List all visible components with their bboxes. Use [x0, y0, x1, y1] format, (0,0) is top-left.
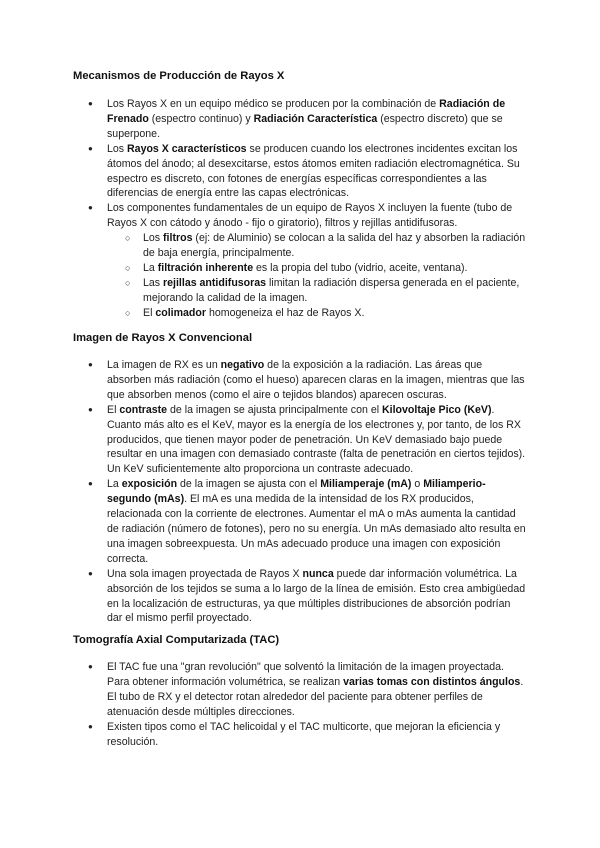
bold-term: filtración inherente	[157, 261, 254, 274]
text-run: Los	[143, 232, 164, 245]
text-run: El TAC fue una "gran revolución" que solventó la limitación de la imagen proyectada. Para obtener información volumétrica, se realizan	[107, 661, 504, 688]
list-item	[88, 142, 528, 202]
sub-list-item	[125, 261, 528, 276]
text-run: Los componentes fundamentales de un equipo de Rayos X incluyen la fuente (tubo de Rayos X con cátodo y ánodo - fijo o giratorio), filtros y rejillas antidifusoras.	[107, 202, 513, 230]
text-run: El	[107, 403, 120, 416]
text-run: . El mA es una medida de la intensidad de los RX producidos, relacionada con la corriente de electrones. Aumentar el mA o mAs aumenta la cantidad de radiación (número de fotones), pero no su energía. Un mAs demasiado alto resulta en una imagen sobreexpuesta. Un mAs adecuado produce una imagen con exposición correcta.	[107, 493, 526, 565]
section-list-tac	[88, 660, 528, 749]
list-item	[88, 477, 528, 566]
text-run: Los	[107, 142, 128, 155]
bold-term: rejillas antidifusoras	[163, 276, 267, 289]
bold-term: varias tomas con distintos ángulos	[343, 675, 521, 688]
text-run: Los Rayos X en un equipo médico se producen por la combinación de	[107, 98, 440, 110]
list-item-text	[107, 202, 512, 229]
bold-term: filtros	[163, 232, 193, 245]
section-title-tac: Tomografía Axial Computarizada (TAC)	[73, 634, 280, 646]
list-item	[88, 358, 528, 403]
sub-list-item	[125, 276, 528, 306]
sub-list-item	[125, 231, 528, 261]
list-item	[88, 403, 528, 478]
sub-list-item	[125, 306, 528, 321]
list-item	[88, 201, 528, 320]
list-item	[88, 567, 528, 627]
bold-term: contraste	[119, 403, 168, 416]
text-run: de la imagen se ajusta principalmente con el	[167, 403, 383, 416]
bold-term: Rayos X característicos	[127, 142, 247, 155]
text-run: homogeneiza el haz de Rayos X.	[206, 306, 365, 319]
text-run: limitan la radiación dispersa generada en el paciente, mejorando la calidad de la imagen.	[143, 276, 520, 304]
text-run: Existen tipos como el TAC helicoidal y el TAC multicorte, que mejoran la eficiencia y resolución.	[107, 720, 501, 748]
text-run: es la propia del tubo (vidrio, aceite, ventana).	[253, 261, 468, 274]
sub-list-componentes	[107, 231, 528, 320]
bold-term: exposición	[121, 478, 178, 491]
text-run: La	[143, 261, 158, 274]
text-run: . El tubo de RX y el detector rotan alrededor del paciente para obtener perfiles de atenuación desde múltiples direcciones.	[107, 675, 524, 718]
text-run: (espectro discreto) que se superpone.	[107, 112, 503, 140]
bold-term: colimador	[155, 306, 207, 319]
text-run: (espectro continuo) y	[148, 112, 254, 125]
text-run: puede dar información volumétrica. La absorción de los tejidos se suma a lo largo de la línea de emisión. Esto crea ambigüedad en la localización de estructuras, ya que múltiples distribuciones de absorción podrían dar el mismo perfil proyectado.	[107, 567, 526, 625]
section-list-mecanismos	[88, 97, 528, 321]
text-run: se producen cuando los electrones incidentes excitan los átomos del ánodo; al desexcitarse, estos átomos emiten radiación electromagnética. Su espectro es discreto, con fotones de energías específicas correspondientes a las diferencias de energía entre las capas electrónicas.	[107, 142, 520, 200]
bold-term: nunca	[302, 567, 334, 580]
text-run: de la imagen se ajusta con el	[177, 478, 321, 491]
text-run: Una sola imagen proyectada de Rayos X	[107, 567, 303, 580]
bold-term: Kilovoltaje Pico (KeV)	[382, 403, 492, 416]
text-run: . Cuanto más alto es el KeV, mayor es la energía de los electrones y, por tanto, de los RX producidos, que tienen mayor poder de penetración. Un KeV demasiado bajo puede resultar en una imagen con demasiado contraste (falta de penetración en ciertos tejidos). Un KeV suficientemente alto proporciona un contraste adecuado.	[107, 403, 526, 476]
text-run: La	[107, 478, 122, 491]
list-item	[88, 720, 528, 750]
list-item	[88, 660, 528, 720]
text-run: El	[143, 306, 156, 319]
text-run: de la exposición a la radiación. Las áreas que absorben más radiación (como el hueso) aparecen claras en la imagen, mientras que las que absorben menos (como el aire o tejidos blandos) aparecen oscuras.	[107, 359, 525, 401]
bold-term: Radiación de Frenado	[107, 98, 506, 125]
text-run: (ej: de Aluminio) se colocan a la salida del haz y absorben la radiación de baja energía, principalmente.	[143, 232, 526, 260]
section-list-imagen	[88, 358, 528, 626]
text-run: Las	[143, 276, 164, 289]
section-title-mecanismos: Mecanismos de Producción de Rayos X	[73, 70, 285, 82]
bold-term: Radiación Característica	[253, 112, 378, 125]
list-item	[88, 97, 528, 142]
bold-term: Miliamperaje (mA)	[320, 478, 412, 491]
text-run: La imagen de RX es un	[107, 359, 221, 371]
text-run: o	[411, 478, 424, 491]
bold-term: Miliamperio-segundo (mAs)	[107, 478, 486, 506]
bold-term: negativo	[220, 359, 265, 371]
section-title-imagen: Imagen de Rayos X Convencional	[73, 332, 253, 344]
